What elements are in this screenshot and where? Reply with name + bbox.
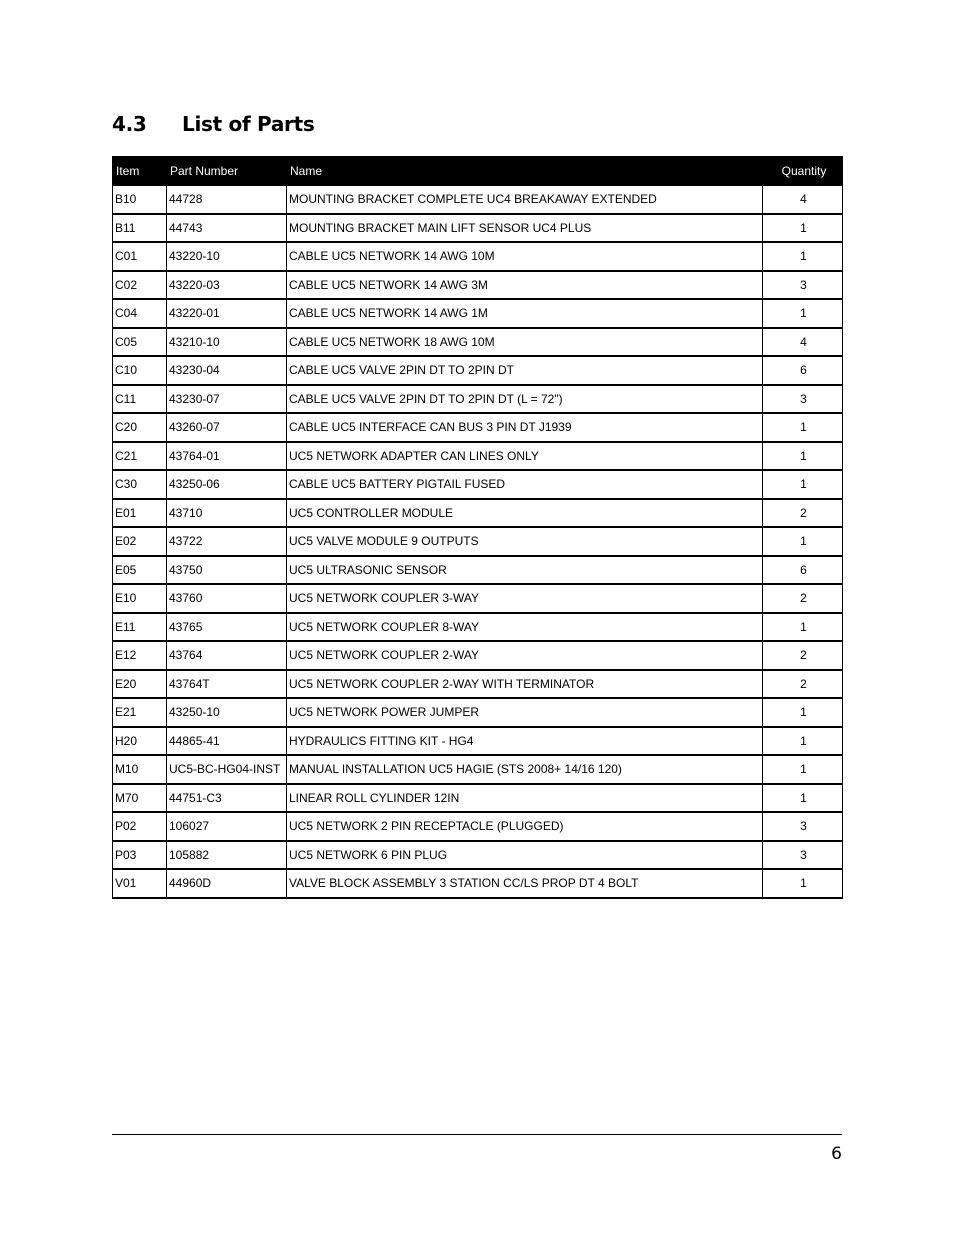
cell-quantity: 1 xyxy=(763,698,843,727)
cell-item: E12 xyxy=(113,641,167,670)
cell-name: MANUAL INSTALLATION UC5 HAGIE (STS 2008+ 14/16 120) xyxy=(287,755,763,784)
cell-name: UC5 VALVE MODULE 9 OUTPUTS xyxy=(287,527,763,556)
cell-part-number: 43764-01 xyxy=(167,442,287,471)
cell-item: V01 xyxy=(113,869,167,898)
cell-quantity: 6 xyxy=(763,556,843,585)
cell-item: C20 xyxy=(113,413,167,442)
section-heading xyxy=(112,107,314,141)
cell-quantity: 1 xyxy=(763,869,843,898)
cell-part-number: 44728 xyxy=(167,186,287,214)
parts-table-header xyxy=(113,157,843,186)
cell-part-number: 43220-10 xyxy=(167,242,287,271)
cell-part-number: 43710 xyxy=(167,499,287,528)
table-row xyxy=(113,613,843,642)
cell-part-number: 43220-01 xyxy=(167,299,287,328)
table-row xyxy=(113,470,843,499)
table-row xyxy=(113,784,843,813)
cell-quantity: 1 xyxy=(763,413,843,442)
cell-item: E10 xyxy=(113,584,167,613)
footer-divider xyxy=(112,1134,842,1135)
header-part-number: Part Number xyxy=(167,157,287,186)
section-title: List of Parts xyxy=(182,112,315,136)
table-row xyxy=(113,499,843,528)
cell-part-number: 43210-10 xyxy=(167,328,287,357)
header-name: Name xyxy=(287,157,763,186)
table-row xyxy=(113,328,843,357)
header-quantity: Quantity xyxy=(763,157,843,186)
page-number: 6 xyxy=(831,1144,842,1164)
cell-name: CABLE UC5 NETWORK 14 AWG 1M xyxy=(287,299,763,328)
cell-part-number: 43230-07 xyxy=(167,385,287,414)
cell-name: MOUNTING BRACKET COMPLETE UC4 BREAKAWAY EXTENDED xyxy=(287,186,763,214)
cell-item: P03 xyxy=(113,841,167,870)
cell-quantity: 1 xyxy=(763,727,843,756)
table-row xyxy=(113,385,843,414)
cell-part-number: 105882 xyxy=(167,841,287,870)
cell-part-number: 43765 xyxy=(167,613,287,642)
cell-name: CABLE UC5 BATTERY PIGTAIL FUSED xyxy=(287,470,763,499)
cell-item: P02 xyxy=(113,812,167,841)
cell-item: H20 xyxy=(113,727,167,756)
table-row xyxy=(113,641,843,670)
cell-name: CABLE UC5 NETWORK 14 AWG 3M xyxy=(287,271,763,300)
section-number: 4.3 xyxy=(112,112,147,136)
cell-part-number: 106027 xyxy=(167,812,287,841)
table-row xyxy=(113,869,843,898)
cell-name: UC5 NETWORK 6 PIN PLUG xyxy=(287,841,763,870)
cell-quantity: 2 xyxy=(763,499,843,528)
cell-name: CABLE UC5 VALVE 2PIN DT TO 2PIN DT (L = 72") xyxy=(287,385,763,414)
cell-quantity: 3 xyxy=(763,385,843,414)
cell-part-number: UC5-BC-HG04-INST xyxy=(167,755,287,784)
table-row xyxy=(113,442,843,471)
header-item: Item xyxy=(113,157,167,186)
cell-name: UC5 NETWORK 2 PIN RECEPTACLE (PLUGGED) xyxy=(287,812,763,841)
cell-name: UC5 NETWORK COUPLER 2-WAY xyxy=(287,641,763,670)
cell-item: C02 xyxy=(113,271,167,300)
table-row xyxy=(113,413,843,442)
cell-name: CABLE UC5 INTERFACE CAN BUS 3 PIN DT J1939 xyxy=(287,413,763,442)
cell-part-number: 44865-41 xyxy=(167,727,287,756)
cell-name: LINEAR ROLL CYLINDER 12IN xyxy=(287,784,763,813)
cell-item: C30 xyxy=(113,470,167,499)
cell-name: VALVE BLOCK ASSEMBLY 3 STATION CC/LS PROP DT 4 BOLT xyxy=(287,869,763,898)
cell-part-number: 43250-10 xyxy=(167,698,287,727)
cell-item: E02 xyxy=(113,527,167,556)
table-row xyxy=(113,299,843,328)
cell-item: M10 xyxy=(113,755,167,784)
cell-quantity: 2 xyxy=(763,641,843,670)
table-row xyxy=(113,356,843,385)
cell-item: C11 xyxy=(113,385,167,414)
cell-quantity: 3 xyxy=(763,841,843,870)
cell-item: B10 xyxy=(113,186,167,214)
cell-quantity: 2 xyxy=(763,584,843,613)
cell-quantity: 1 xyxy=(763,755,843,784)
cell-quantity: 2 xyxy=(763,670,843,699)
cell-item: C04 xyxy=(113,299,167,328)
cell-item: E05 xyxy=(113,556,167,585)
parts-table-body xyxy=(113,186,843,898)
cell-name: UC5 NETWORK COUPLER 3-WAY xyxy=(287,584,763,613)
cell-quantity: 1 xyxy=(763,442,843,471)
cell-name: HYDRAULICS FITTING KIT - HG4 xyxy=(287,727,763,756)
cell-name: UC5 NETWORK ADAPTER CAN LINES ONLY xyxy=(287,442,763,471)
table-row xyxy=(113,841,843,870)
cell-name: UC5 CONTROLLER MODULE xyxy=(287,499,763,528)
cell-name: UC5 NETWORK COUPLER 2-WAY WITH TERMINATOR xyxy=(287,670,763,699)
cell-part-number: 43250-06 xyxy=(167,470,287,499)
cell-quantity: 4 xyxy=(763,328,843,357)
cell-part-number: 44751-C3 xyxy=(167,784,287,813)
header-row xyxy=(113,157,843,186)
cell-quantity: 1 xyxy=(763,613,843,642)
table-row xyxy=(113,271,843,300)
cell-part-number: 43220-03 xyxy=(167,271,287,300)
cell-part-number: 43750 xyxy=(167,556,287,585)
cell-name: UC5 NETWORK POWER JUMPER xyxy=(287,698,763,727)
cell-part-number: 44743 xyxy=(167,214,287,243)
cell-part-number: 43230-04 xyxy=(167,356,287,385)
cell-quantity: 1 xyxy=(763,470,843,499)
cell-quantity: 1 xyxy=(763,784,843,813)
cell-quantity: 4 xyxy=(763,186,843,214)
table-row xyxy=(113,812,843,841)
cell-part-number: 43764T xyxy=(167,670,287,699)
cell-quantity: 1 xyxy=(763,527,843,556)
cell-part-number: 44960D xyxy=(167,869,287,898)
table-row xyxy=(113,214,843,243)
cell-name: MOUNTING BRACKET MAIN LIFT SENSOR UC4 PLUS xyxy=(287,214,763,243)
table-row xyxy=(113,584,843,613)
table-row xyxy=(113,755,843,784)
cell-name: UC5 NETWORK COUPLER 8-WAY xyxy=(287,613,763,642)
cell-item: C05 xyxy=(113,328,167,357)
cell-item: E11 xyxy=(113,613,167,642)
cell-part-number: 43260-07 xyxy=(167,413,287,442)
cell-item: M70 xyxy=(113,784,167,813)
parts-table xyxy=(112,156,843,899)
cell-part-number: 43722 xyxy=(167,527,287,556)
cell-name: CABLE UC5 VALVE 2PIN DT TO 2PIN DT xyxy=(287,356,763,385)
cell-quantity: 3 xyxy=(763,271,843,300)
cell-quantity: 1 xyxy=(763,242,843,271)
cell-quantity: 3 xyxy=(763,812,843,841)
cell-quantity: 1 xyxy=(763,214,843,243)
table-row xyxy=(113,727,843,756)
table-row xyxy=(113,556,843,585)
table-row xyxy=(113,527,843,556)
cell-item: C21 xyxy=(113,442,167,471)
cell-quantity: 6 xyxy=(763,356,843,385)
cell-name: CABLE UC5 NETWORK 14 AWG 10M xyxy=(287,242,763,271)
table-row xyxy=(113,670,843,699)
table-row xyxy=(113,698,843,727)
cell-name: UC5 ULTRASONIC SENSOR xyxy=(287,556,763,585)
cell-part-number: 43764 xyxy=(167,641,287,670)
cell-item: E01 xyxy=(113,499,167,528)
table-row xyxy=(113,186,843,214)
cell-item: E20 xyxy=(113,670,167,699)
table-row xyxy=(113,242,843,271)
cell-part-number: 43760 xyxy=(167,584,287,613)
cell-item: B11 xyxy=(113,214,167,243)
cell-name: CABLE UC5 NETWORK 18 AWG 10M xyxy=(287,328,763,357)
cell-item: C01 xyxy=(113,242,167,271)
cell-item: E21 xyxy=(113,698,167,727)
cell-quantity: 1 xyxy=(763,299,843,328)
cell-item: C10 xyxy=(113,356,167,385)
